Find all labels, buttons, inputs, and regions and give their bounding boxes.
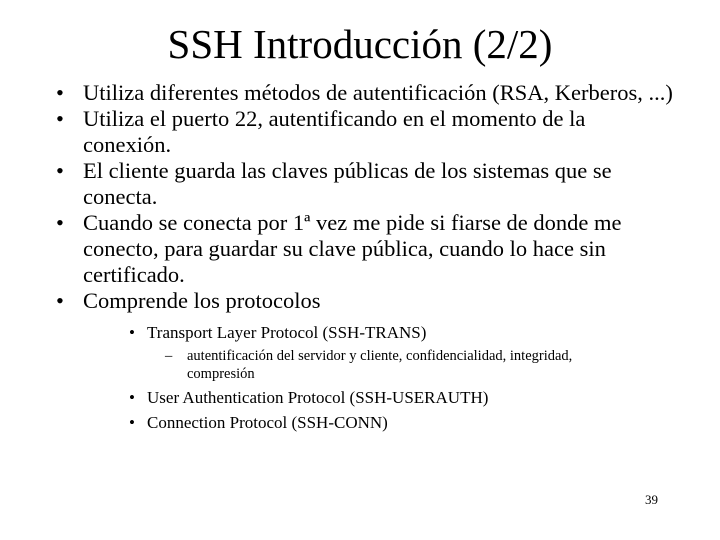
bullet-item-protocols [56,288,676,433]
bullet-icon: • [56,80,64,105]
bullet-item-first-connection [56,210,676,288]
bullet-icon: • [129,413,135,432]
protocol-item-userauth [129,387,676,408]
bullet-icon: • [56,288,64,313]
slide-title: SSH Introducción (2/2) [167,21,553,67]
protocol-text: User Authentication Protocol (SSH-USERAUTH) [147,388,489,407]
bullet-text: Utiliza diferentes métodos de autentificación (RSA, Kerberos, ...) [83,80,673,105]
bullet-icon: • [56,158,64,183]
trans-detail-list [147,347,676,383]
trans-detail-item [165,347,617,383]
protocol-text: Transport Layer Protocol (SSH-TRANS) [147,323,427,342]
page-number: 39 [645,492,658,507]
protocol-item-conn [129,412,676,433]
bullet-icon: • [129,323,135,342]
bullet-icon: • [129,388,135,407]
dash-icon: – [165,348,173,364]
bullet-icon: • [56,210,64,235]
bullet-text: Utiliza el puerto 22, autentificando en el momento de la conexión. [83,106,586,157]
bullet-text: El cliente guarda las claves públicas de los sistemas que se conecta. [83,158,612,209]
bullet-text: Comprende los protocolos [83,288,321,313]
trans-detail-text: autentificación del servidor y cliente, confidencialidad, integridad, compresión [187,348,573,382]
bullet-text: Cuando se conecta por 1ª vez me pide si fiarse de donde me conecto, para guardar su clave pública, cuando lo hace sin certificado. [83,210,622,287]
bullet-item-auth-methods [56,80,676,106]
protocol-list [83,322,676,433]
bullet-item-public-keys [56,158,676,210]
bullet-icon: • [56,106,64,131]
protocol-text: Connection Protocol (SSH-CONN) [147,413,388,432]
protocol-item-trans [129,322,676,383]
bullet-list [56,80,676,433]
bullet-item-port [56,106,676,158]
